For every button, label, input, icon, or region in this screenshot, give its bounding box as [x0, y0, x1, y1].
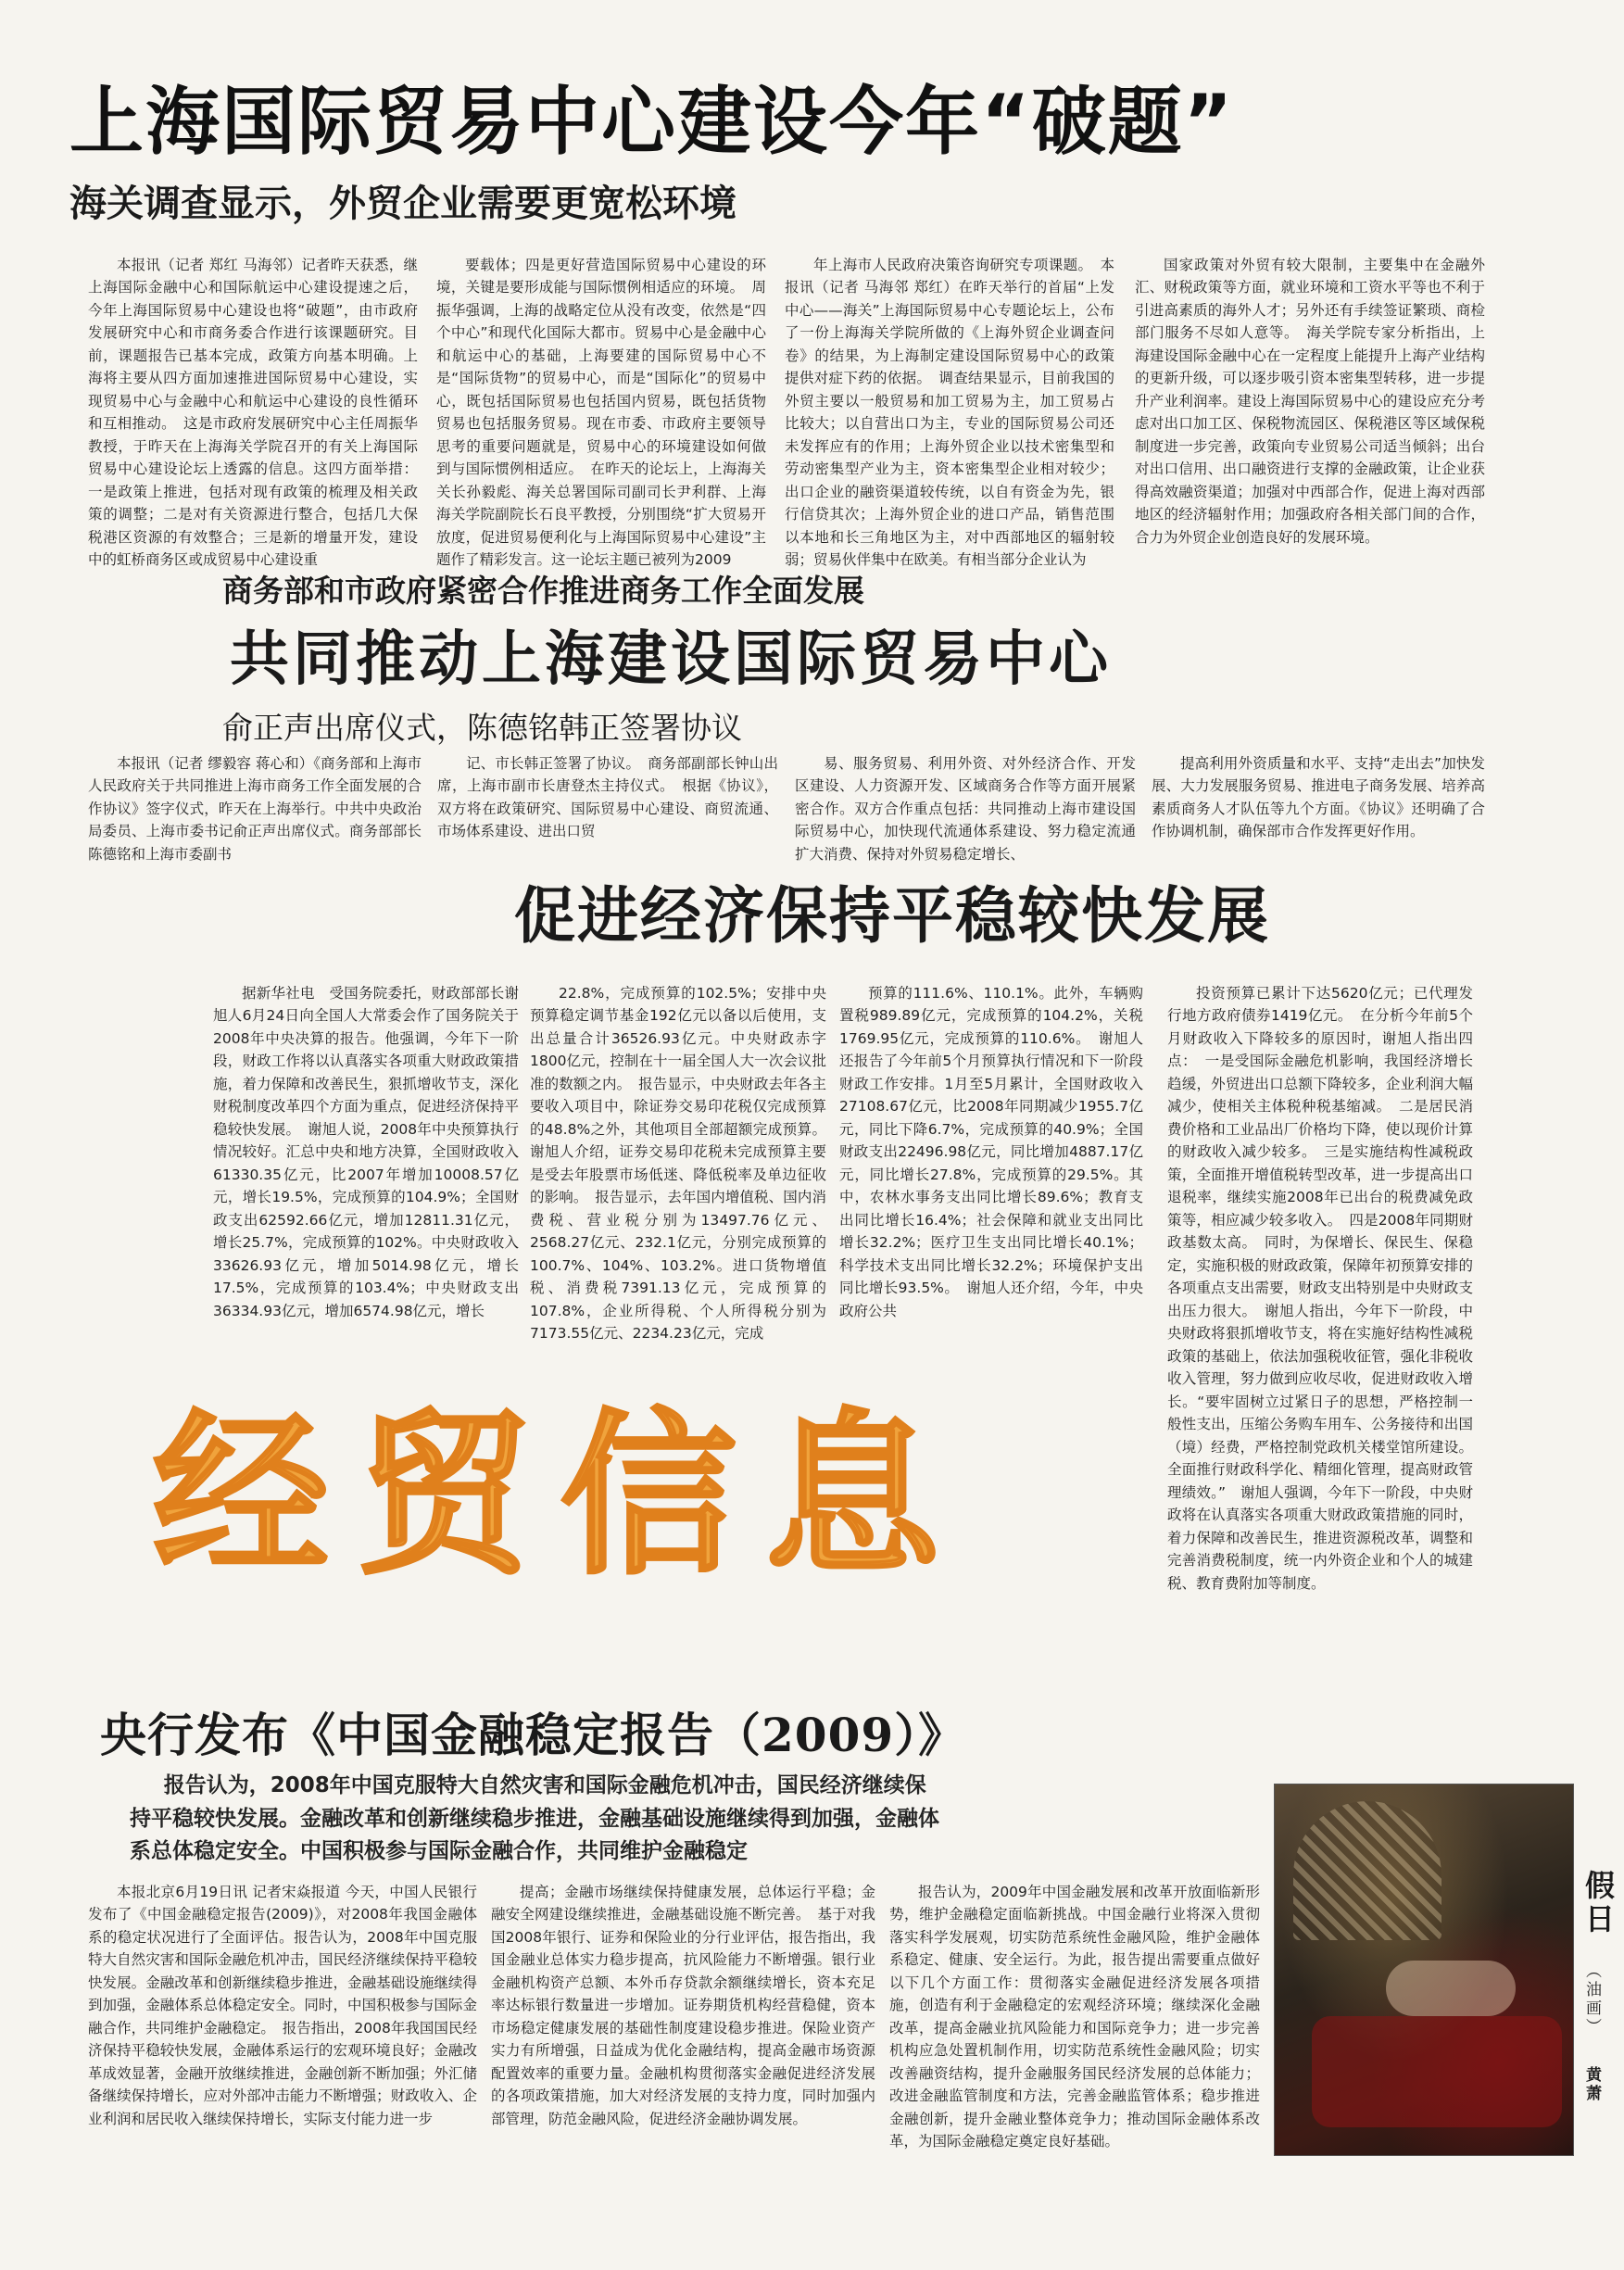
commerce-col-2: 记、市长韩正签署了协议。 商务部副部长钟山出席，上海市副市长唐登杰主持仪式。 根据《协议》，双方将在政策研究、国际贸易中心建设、商贸流通、市场体系建设、进出口贸: [437, 755, 778, 840]
top-article-col-4: 国家政策对外贸有较大限制，主要集中在金融外汇、财税政策等方面，就业环境和工资水平等也不利于引进高素质的海外人才；另外还有手续签证繁琐、商检部门服务不尽如人意等。 海关学院专家分析指出，上海建设国际金融中心在一定程度上能提升上海产业结构的更新升级，可以逐步吸引资本密集型转移，进一步提升产业利润率。建设上海国际贸易中心的建设应充分考虑对出口加工区、保税物流园区、保税港区等区域保税制度进一步完善，政策向专业贸易公司适当倾斜；出台对出口信用、出口融资进行支撑的金融政策，让企业获得高效融资渠道；加强对中西部合作，促进上海对西部地区的经济辐射作用；加强政府各相关部门间的合作，合力为外贸企业创造良好的发展环境。: [1135, 257, 1485, 546]
painting-title: 假日: [1580, 1870, 1616, 1936]
finance-col-1: 本报北京6月19日讯 记者宋焱报道 今天，中国人民银行发布了《中国金融稳定报告(2009)》，对2008年我国金融体系的稳定状况进行了全面评估。报告认为，2008年中国克服特大自然灾害和国际金融危机冲击，国民经济继续保持平稳较快发展。金融改革和创新继续稳步推进，金融基础设施继续得到加强，金融体系总体稳定安全。同时，中国积极参与国际金融合作，共同维护金融稳定。 报告指出，2008年我国国民经济保持平稳较快发展，金融体系运行的宏观环境良好；金融改革成效显著，金融开放继续推进，金融创新不断加强；外汇储备继续保持增长，应对外部冲击能力不断增强；财政收入、企业利润和居民收入继续保持增长，实际支付能力进一步: [88, 1884, 477, 2127]
economy-col-4: 投资预算已累计下达5620亿元；已代理发行地方政府债券1419亿元。 在分析今年前5个月财政收入下降较多的原因时，谢旭人指出四点： 一是受国际金融危机影响，我国经济增长趋缓，外贸进出口总额下降较多，企业利润大幅减少，使相关主体税种税基缩减。 二是居民消费价格和工业品出厂价格均下降，使以现价计算的财政收入减少较多。 三是实施结构性减税政策，全面推开增值税转型改革，进一步提高出口退税率，继续实施2008年已出台的税费减免政策等，相应减少较多收入。 四是2008年同期财政基数太高。 同时，为保增长、保民生、保稳定，实施积极的财政政策，保障年初预算安排的各项重点支出需要，财政支出特别是中央财政支出压力很大。 谢旭人指出，今年下一阶段，中央财政将狠抓增收节支，将在实施好结构性减税政策的基础上，依法加强税收征管，强化非税收收入管理，努力做到应收尽收，促进财政收入增长。“要牢固树立过紧日子的思想，严格控制一般性支出，压缩公务购车用车、公务接待和出国（境）经费，严格控制党政机关楼堂馆所建设。全面推行财政科学化、精细化管理，提高财政管理绩效。” 谢旭人强调，今年下一阶段，中央财政将在认真落实各项重大财政政策措施的同时，着力保障和改善民生，推进资源税改革，调整和完善消费税制度，统一内外资企业和个人的城建税、教育费附加等制度。: [1167, 985, 1473, 1592]
economy-col-2: 22.8%，完成预算的102.5%；安排中央预算稳定调节基金192亿元以备以后使用，支出总量合计36526.93亿元。中央财政赤字1800亿元，控制在十一届全国人大一次会议批准的数额之内。 报告显示，中央财政去年各主要收入项目中，除证券交易印花税仅完成预算的48.8%之外，其他项目全部超额完成预算。谢旭人介绍，证券交易印花税未完成预算主要是受去年股票市场低迷、降低税率及单边征收的影响。 报告显示，去年国内增值税、国内消费税、营业税分别为13497.76亿元、2568.27亿元、232.1亿元，分别完成预算的100.7%、104%、103.2%。进口货物增值税、消费税7391.13亿元，完成预算的107.8%，企业所得税、个人所得税分别为7173.55亿元、2234.23亿元，完成: [530, 985, 826, 1343]
economy-col-1: 据新华社电 受国务院委托，财政部部长谢旭人6月24日向全国人大常委会作了国务院关于2008年中央决算的报告。他强调，今年下一阶段，财政工作将以认真落实各项重大财政政策措施，着力保障和改善民生，狠抓增收节支，深化财税制度改革四个方面为重点，促进经济保持平稳较快发展。 谢旭人说，2008年中央预算执行情况较好。汇总中央和地方决算，全国财政收入61330.35亿元，比2007年增加10008.57亿元，增长19.5%，完成预算的104.9%；全国财政支出62592.66亿元，增加12811.31亿元，增长25.7%，完成预算的102%。中央财政收入33626.93亿元，增加5014.98亿元，增长17.5%，完成预算的103.4%；中央财政支出36334.93亿元，增加6574.98亿元，增长: [213, 985, 519, 1319]
oil-painting-image: [1274, 1784, 1574, 2156]
commerce-headline: 共同推动上海建设国际贸易中心: [230, 625, 1112, 694]
painting-figure-detail: [1386, 1961, 1516, 2016]
economy-headline: 促进经济保持平稳较快发展: [514, 879, 1270, 952]
commerce-kicker: 商务部和市政府紧密合作推进商务工作全面发展: [222, 573, 864, 609]
painting-artist: 黄萧: [1582, 2066, 1601, 2103]
finance-col-2: 提高；金融市场继续保持健康发展，总体运行平稳；金融安全网建设继续推进，金融基础设施不断完善。 基于对我国2008年银行、证券和保险业的分行业评估，报告指出，我国金融业总体实力稳步提高，抗风险能力不断增强。银行业金融机构资产总额、本外币存贷款余额继续增长，资本充足率达标银行数量进一步增加。证券期货机构经营稳健，资本市场稳定健康发展的基础性制度建设稳步推进。保险业资产实力有所增强，日益成为优化金融结构，提高金融市场资源配置效率的重要力量。金融机构贯彻落实金融促进经济发展的各项政策措施，加大对经济发展的支持力度，同时加强内部管理，防范金融风险，促进经济金融协调发展。: [491, 1884, 875, 2127]
painting-medium: （油画）: [1582, 1962, 1601, 2037]
main-subheadline: 海关调查显示，外贸企业需要更宽松环境: [69, 182, 736, 225]
section-banner: 经贸信息: [153, 1394, 969, 1598]
top-article-col-1: 本报讯（记者 郑红 马海邻）记者昨天获悉，继上海国际金融中心和国际航运中心建设提速之后，今年上海国际贸易中心建设也将“破题”，由市政府发展研究中心和市商务委合作进行该课题研究。目前，课题报告已基本完成，政策方向基本明确。上海将主要从四方面加速推进国际贸易中心建设，实现贸易中心与金融中心和航运中心建设的良性循环和互相推动。 这是市政府发展研究中心主任周振华教授，于昨天在上海海关学院召开的有关上海国际贸易中心建设论坛上透露的信息。这四方面举措：一是政策上推进，包括对现有政策的梳理及相关政策的调整；二是对有关资源进行整合，包括几大保税港区资源的有效整合；三是新的增量开发，建设中的虹桥商务区或成贸易中心建设重: [88, 257, 418, 569]
finance-report-lead: 报告认为，2008年中国克服特大自然灾害和国际金融危机冲击，国民经济继续保持平稳较快发展。金融改革和创新继续稳步推进，金融基础设施继续得到加强，金融体系总体稳定安全。中国积极参与国际金融合作，共同维护金融稳定: [130, 1773, 939, 1864]
finance-col-3: 报告认为，2009年中国金融发展和改革开放面临新形势，维护金融稳定面临新挑战。中国金融行业将深入贯彻落实科学发展观，切实防范系统性金融风险，维护金融体系稳定、健康、安全运行。为此，报告提出需要重点做好以下几个方面工作：贯彻落实金融促进经济发展各项措施，创造有利于金融稳定的宏观经济环境；继续深化金融改革，提高金融业抗风险能力和国际竞争力；进一步完善机构应急处置机制作用，切实防范系统性金融风险；切实改善融资结构，提升金融服务国民经济发展的总体能力；改进金融监管制度和方法，完善金融监管体系；稳步推进金融创新，提升金融业整体竞争力；推动国际金融体系改革，为国际金融稳定奠定良好基础。: [889, 1884, 1260, 2150]
commerce-col-3: 易、服务贸易、利用外资、对外经济合作、开发区建设、人力资源开发、区域商务合作等方面开展紧密合作。双方合作重点包括：共同推动上海市建设国际贸易中心，加快现代流通体系建设、努力稳定流通扩大消费、保持对外贸易稳定增长、: [795, 755, 1136, 863]
top-article-col-2: 要载体；四是更好营造国际贸易中心建设的环境，关键是要形成能与国际惯例相适应的环境。 周振华强调，上海的战略定位从没有改变，依然是“四个中心”和现代化国际大都市。贸易中心是金融中心和航运中心的基础，上海要建的国际贸易中心不是“国际货物”的贸易中心，而是“国际化”的贸易中心，既包括国际贸易也包括国内贸易，既包括货物贸易也包括服务贸易。现在市委、市政府主要领导思考的重要问题就是，贸易中心的环境建设如何做到与国际惯例相适应。 在昨天的论坛上，上海海关关长孙毅彪、海关总署国际司副司长尹利群、上海海关学院副院长石良平教授，分别围绕“扩大贸易开放度，促进贸易便利化与上海国际贸易中心建设”主题作了精彩发言。这一论坛主题已被列为2009: [436, 257, 766, 569]
painting-window-detail: [1293, 1801, 1441, 1940]
commerce-col-1: 本报讯（记者 缪毅容 蒋心和）《商务部和上海市人民政府关于共同推进上海市商务工作全面发展的合作协议》签字仪式，昨天在上海举行。中共中央政治局委员、上海市委书记俞正声出席仪式。商务部部长陈德铭和上海市委副书: [88, 755, 422, 863]
economy-col-3: 预算的111.6%、110.1%。此外，车辆购置税989.89亿元，完成预算的104.2%，关税1769.95亿元，完成预算的110.6%。 谢旭人还报告了今年前5个月预算执行情况和下一阶段财政工作安排。1月至5月累计，全国财政收入27108.67亿元，比2008年同期减少1955.7亿元，同比下降6.7%，完成预算的40.9%；全国财政支出22496.98亿元，同比增加4887.17亿元，同比增长27.8%，完成预算的29.5%。其中，农林水事务支出同比增长89.6%；教育支出同比增长16.4%；社会保障和就业支出同比增长32.2%；医疗卫生支出同比增长40.1%；科学技术支出同比增长32.2%；环境保护支出同比增长93.5%。 谢旭人还介绍，今年，中央政府公共: [839, 985, 1143, 1319]
commerce-subheadline: 俞正声出席仪式，陈德铭韩正签署协议: [222, 710, 742, 746]
main-headline: 上海国际贸易中心建设今年“破题”: [69, 79, 1235, 165]
finance-report-headline: 央行发布《中国金融稳定报告（2009）》: [100, 1708, 966, 1762]
top-article-col-3: 年上海市人民政府决策咨询研究专项课题。 本报讯（记者 马海邻 郑红）在昨天举行的首届“上发中心——海关”上海国际贸易中心专题论坛上，公布了一份上海海关学院所做的《上海外贸企业调查问卷》的结果，为上海制定建设国际贸易中心的政策提供对症下药的依据。 调查结果显示，目前我国的外贸主要以一般贸易和加工贸易为主，加工贸易占比较大；以自营出口为主，专业的国际贸易公司还未发挥应有的作用；上海外贸企业以技术密集型和劳动密集型产业为主，资本密集型企业相对较少；出口企业的融资渠道较传统，以自有资金为先，银行信贷其次；上海外贸企业的进口产品，销售范围以本地和长三角地区为主，对中西部地区的辐射较弱；贸易伙伴集中在欧美。有相当部分企业认为: [785, 257, 1114, 569]
painting-sofa-detail: [1312, 2016, 1562, 2127]
commerce-col-4: 提高利用外资质量和水平、支持“走出去”加快发展、大力发展服务贸易、推进电子商务发展、培养高素质商务人才队伍等九个方面。《协议》还明确了合作协调机制，确保部市合作发挥更好作用。: [1152, 755, 1485, 840]
